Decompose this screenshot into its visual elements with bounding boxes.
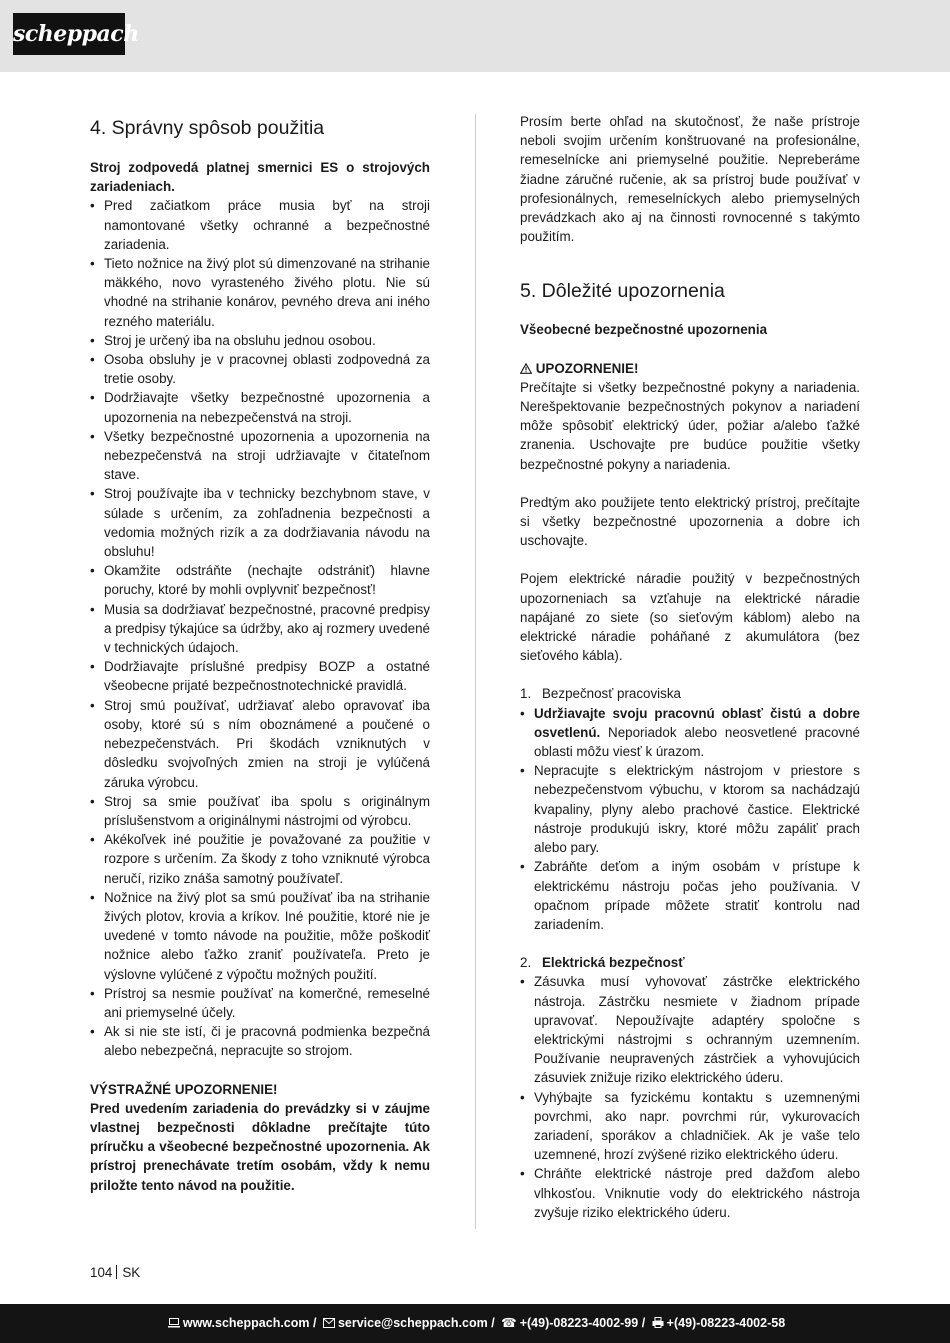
list-item: • Prístroj sa nesmie používať na komerčné, remeselné ani priemyselné účely. — [90, 984, 430, 1022]
language-code: SK — [122, 1265, 141, 1280]
list-item: • Stroj je určený iba na obsluhu jednou osobou. — [90, 331, 430, 350]
general-safety-subheading: Všeobecné bezpečnostné upozornenia — [520, 322, 768, 338]
warning-label-text: UPOZORNENIE! — [535, 360, 639, 376]
subsection-title: Elektrická bezpečnosť — [542, 955, 685, 971]
section-4-bullet-list — [90, 196, 430, 1060]
email-icon — [323, 1304, 335, 1343]
section-5-heading: 5. Dôležité upozornenia — [520, 280, 725, 303]
warning-instructions: Prečítajte si všetky bezpečnostné pokyny a nariadenia. Nerešpektovanie bezpečnostných pokynov a nariadení môže spôsobiť elektrický úder, požiar a/alebo ťažké zranenia. Uschovajte pre budúce použitie všetky bezpečnostné pokyny a nariadenia. — [520, 379, 860, 472]
list-item: • Zabráňte deťom a iným osobám v prístupe k elektrickému nástroju počas jeho používania. V opačnom prípade môžete stratiť kontrolu nad zariadením. — [520, 857, 860, 934]
section-4-intro: Stroj zodpovedá platnej smernici ES o strojových zariadeniach. — [90, 160, 430, 195]
subsection-number: 2. — [520, 955, 532, 971]
warning-triangle-icon — [520, 363, 532, 374]
scheppach-logo: scheppach — [13, 13, 125, 55]
page-footer — [90, 1265, 140, 1280]
list-item: • Zásuvka musí vyhovovať zástrčke elektrického nástroja. Zástrčku nesmiete v žiadnom prípade upravovať. Nepoužívajte adaptéry spoločne s elektrickými nástrojmi s ochranným uzemnením. Používanie neupravených zástrčiek a vyhovujúcich zásuviek znižuje riziko elektrického úderu. — [520, 972, 860, 1087]
email-link[interactable]: service@scheppach.com — [337, 1316, 488, 1330]
list-item: • Musia sa dodržiavať bezpečnostné, pracovné predpisy a predpisy týkajúce sa údržby, ako aj rozmery uvedené v technických údajoch. — [90, 600, 430, 658]
usage-disclaimer: Prosím berte ohľad na skutočnosť, že naše prístroje neboli svojim určením konštruované na profesionálne, remeselnícke ani priemyselné použitie. Nepreberáme žiadne záručné ručenie, ak sa prístroj bude používať v profesionálnych, remeselníckych alebo priemyselných prevádzkach ako aj na činnosti rovnocenné s takýmto použitím. — [520, 114, 860, 245]
website-link[interactable]: www.scheppach.com — [182, 1316, 310, 1330]
subsection-number: 1. — [520, 686, 532, 702]
warning-text: Pred uvedením zariadenia do prevádzky si v záujme vlastnej bezpečnosti dôkladne prečítajte túto príručku a všeobecné bezpečnostné upozornenia. Ak prístroj prenechávate tretím osobám, vždy k nemu priložte tento návod na použitie. — [90, 1100, 430, 1193]
subsection-2-title — [520, 953, 860, 972]
list-item: • Dodržiavajte príslušné predpisy BOZP a ostatné všeobecne prijaté bezpečnostnotechnické pravidlá. — [90, 657, 430, 695]
list-item: • Akékoľvek iné použitie je považované za použitie v rozpore s určením. Za škody z toho vzniknuté výrobca neručí, riziko znáša samotný používateľ. — [90, 830, 430, 888]
subsection-1-title — [520, 684, 860, 703]
fax-icon — [652, 1304, 664, 1343]
list-item: • Stroj smú používať, udržiavať alebo opravovať iba osoby, ktoré sú s ním oboznámené a poučené o nebezpečenstvách. Pri škodách vzniknutých v dôsledku svojvoľných zmien na stroji je vylúčená záruka výrobcu. — [90, 696, 430, 792]
list-item: • Okamžite odstráňte (nechajte odstrániť) hlavne poruchy, ktoré by mohli ovplyvniť bezpečnosť! — [90, 561, 430, 599]
phone-icon: ☎ — [501, 1316, 517, 1330]
column-divider — [475, 114, 476, 1229]
read-instructions-paragraph: Predtým ako použijete tento elektrický prístroj, prečítajte si všetky bezpečnostné upozornenia a dobre ich uschovajte. — [520, 494, 860, 549]
computer-icon — [168, 1304, 180, 1343]
left-column — [90, 112, 430, 1195]
page-separator — [116, 1265, 117, 1279]
lead-rest: Neporiadok alebo neosvetlené pracovné oblasti môžu viesť k úrazom. — [534, 724, 860, 760]
section-4-heading: 4. Správny spôsob použitia — [90, 117, 325, 139]
phone-number: +(49)-08223-4002-99 — [519, 1316, 639, 1330]
header-band — [0, 0, 950, 72]
list-item — [520, 704, 860, 762]
power-tool-definition: Pojem elektrické náradie použitý v bezpečnostných upozorneniach sa vzťahuje na elektrické náradie napájané zo siete (so sieťovým káblom) alebo na elektrické náradie poháňané z akumulátora (bez sieťového kábla). — [520, 571, 860, 664]
list-item: • Pred začiatkom práce musia byť na stroji namontované všetky ochranné a bezpečnostné zariadenia. — [90, 196, 430, 254]
list-item: • Chráňte elektrické nástroje pred dažďom alebo vlhkosťou. Vniknutie vody do elektrického nástroja zvyšuje riziko elektrického úderu. — [520, 1164, 860, 1222]
list-item: • Nepracujte s elektrickým nástrojom v priestore s nebezpečenstvom výbuchu, v ktorom sa nachádzajú kvapaliny, plyny alebo prachové častice. Elektrické nástroje produkujú iskry, ktoré môžu zapáliť prach alebo pary. — [520, 761, 860, 857]
right-column — [520, 112, 860, 1222]
subsection-title: Bezpečnosť pracoviska — [542, 686, 681, 702]
list-item: • Vyhýbajte sa fyzickému kontaktu s uzemnenými povrchmi, ako napr. povrchmi rúr, vykurovacích zariadení, sporákov a chladničiek. Ak je vaše telo uzemnené, hrozí zvýšené riziko elektrického úderu. — [520, 1088, 860, 1165]
list-item: • Stroj používajte iba v technicky bezchybnom stave, v súlade s určením, za zohľadnenia bezpečnosti a vedomia možných rizík a za dodržiavania návodu na obsluhu! — [90, 484, 430, 561]
list-item: • Všetky bezpečnostné upozornenia a upozornenia na nebezpečenstvá na stroji udržiavajte v čitateľnom stave. — [90, 427, 430, 485]
contact-bar: www.scheppach.com / service@scheppach.com / ☎ +(49)-08223-4002-99 / +(49)-08223-4002-58 — [0, 1304, 950, 1343]
fax-number: +(49)-08223-4002-58 — [666, 1316, 786, 1330]
list-item: • Nožnice na živý plot sa smú používať iba na strihanie živých plotov, krovia a kríkov. Iné použitie, ktoré nie je uvedené v tomto návode na použitie, môže poškodiť nožnice alebo ťažko zraniť používateľa. Preto je výslovne vylúčené z výpočtu možných použití. — [90, 888, 430, 984]
warning-label — [520, 359, 860, 378]
page-number: 104 — [90, 1265, 113, 1280]
warning-title: VÝSTRAŽNÉ UPOZORNENIE! — [90, 1081, 278, 1097]
list-item: • Tieto nožnice na živý plot sú dimenzované na strihanie mäkkého, novo vyrasteného živého plotu. Nie sú vhodné na strihanie konárov, pevného dreva ani iného rezného materiálu. — [90, 254, 430, 331]
list-item: • Osoba obsluhy je v pracovnej oblasti zodpovedná za tretie osoby. — [90, 350, 430, 388]
bold-lead: Udržiavajte svoju pracovnú oblasť čistú a dobre osvetlenú. — [534, 705, 860, 740]
list-item: • Ak si nie ste istí, či je pracovná podmienka bezpečná alebo nebezpečná, nepracujte so strojom. — [90, 1022, 430, 1060]
workplace-safety-list — [520, 704, 860, 934]
electrical-safety-list — [520, 972, 860, 1222]
list-item: • Dodržiavajte všetky bezpečnostné upozornenia a upozornenia na nebezpečenstvá na stroji. — [90, 388, 430, 426]
list-item: • Stroj sa smie používať iba spolu s originálnym príslušenstvom a originálnymi nástrojmi od výrobcu. — [90, 792, 430, 830]
